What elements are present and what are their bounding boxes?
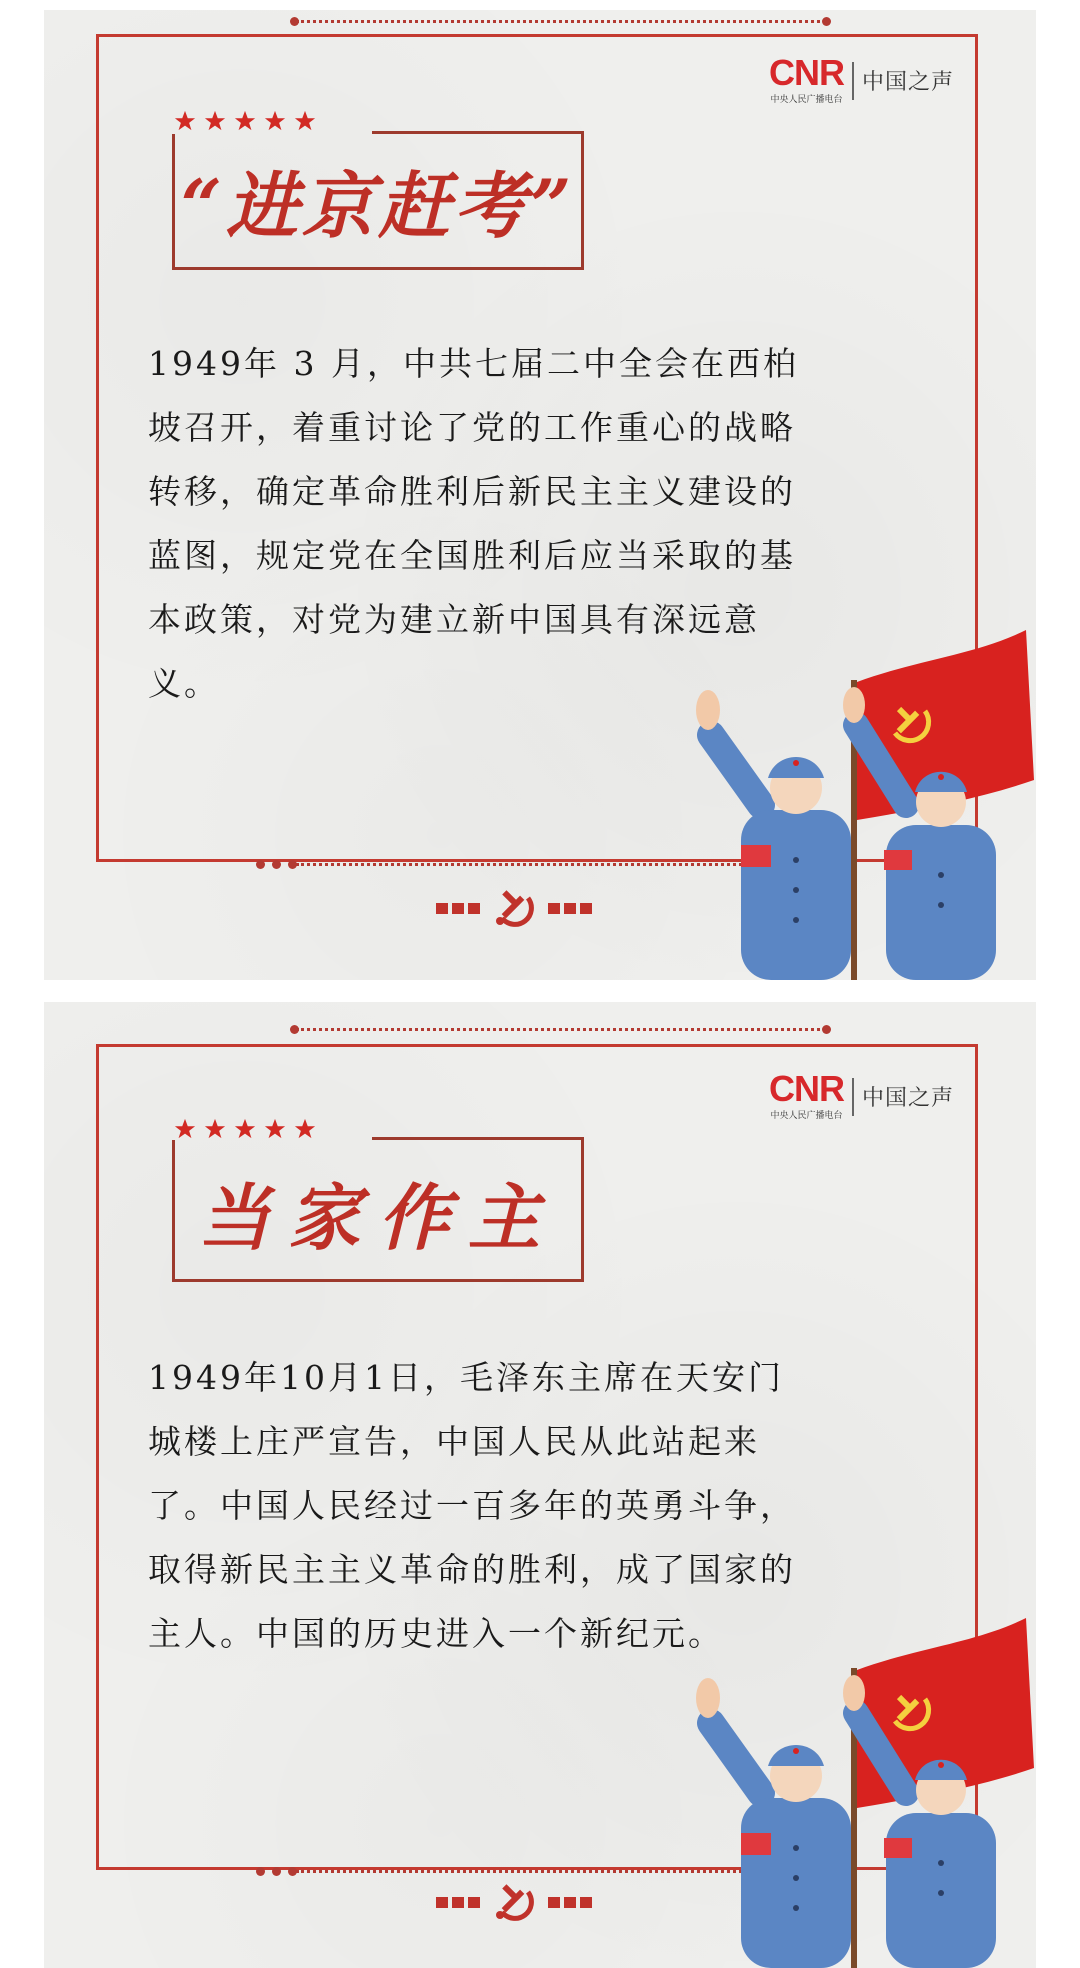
rule-endpoint — [288, 860, 297, 869]
rule-endpoint — [290, 1025, 299, 1034]
title-box — [172, 1140, 584, 1282]
rule-endpoint — [272, 1867, 281, 1876]
top-dotted-rule — [296, 20, 826, 23]
cnr-logo — [768, 52, 954, 105]
channel-name: 中国之声 — [861, 70, 954, 95]
star-icon — [264, 1118, 286, 1140]
bottom-emblem — [436, 1880, 592, 1924]
hammer-sickle-icon — [492, 1880, 536, 1924]
cnr-mark-text: CNR — [768, 1068, 844, 1109]
logo-separator — [852, 1078, 854, 1116]
star-row — [174, 110, 316, 132]
poster-card-2 — [44, 1002, 1036, 1968]
figure-left — [696, 690, 851, 980]
card-body-text: 1949年10月1日，毛泽东主席在天安门城楼上庄严宣告，中国人民从此站起来了。中国人民经过一百多年的英勇斗争，取得新民主主义革命的胜利，成了国家的主人。中国的历史进入一个新纪元。 — [148, 1358, 796, 1653]
cnr-mark-text: CNR — [768, 52, 844, 93]
title-box — [172, 134, 584, 270]
rule-endpoint — [256, 860, 265, 869]
rule-endpoint — [288, 1867, 297, 1876]
card-title: “进京赶考” — [180, 163, 576, 248]
figure-left — [696, 1678, 851, 1968]
star-icon — [204, 110, 226, 132]
cnr-subtitle: 中央人民广播电台 — [770, 1111, 843, 1121]
star-icon — [294, 110, 316, 132]
channel-name: 中国之声 — [861, 1086, 954, 1111]
rule-endpoint — [256, 1867, 265, 1876]
star-icon — [264, 110, 286, 132]
star-icon — [204, 1118, 226, 1140]
logo-separator — [852, 62, 854, 100]
rule-endpoint — [822, 17, 831, 26]
star-icon — [174, 110, 196, 132]
cnr-subtitle: 中央人民广播电台 — [770, 95, 843, 105]
rule-endpoint — [290, 17, 299, 26]
card-title: 当家作主 — [197, 1175, 558, 1260]
waving-figures-with-flag — [616, 560, 1036, 980]
star-row — [174, 1118, 316, 1140]
rule-endpoint — [822, 1025, 831, 1034]
top-dotted-rule — [296, 1028, 826, 1031]
star-icon — [234, 1118, 256, 1140]
bottom-emblem — [436, 886, 592, 930]
waving-figures-with-flag — [616, 1548, 1036, 1968]
star-icon — [234, 110, 256, 132]
hammer-sickle-icon — [492, 886, 536, 930]
rule-endpoint — [272, 860, 281, 869]
card-body-text: 1949年 3 月，中共七届二中全会在西柏坡召开，着重讨论了党的工作重心的战略转移，确定革命胜利后新民主主义建设的蓝图，规定党在全国胜利后应当采取的基本政策，对党为建立新中国具有深远意义。 — [148, 344, 799, 703]
star-icon — [174, 1118, 196, 1140]
star-icon — [294, 1118, 316, 1140]
poster-card-1 — [44, 10, 1036, 980]
cnr-logo — [768, 1068, 954, 1121]
